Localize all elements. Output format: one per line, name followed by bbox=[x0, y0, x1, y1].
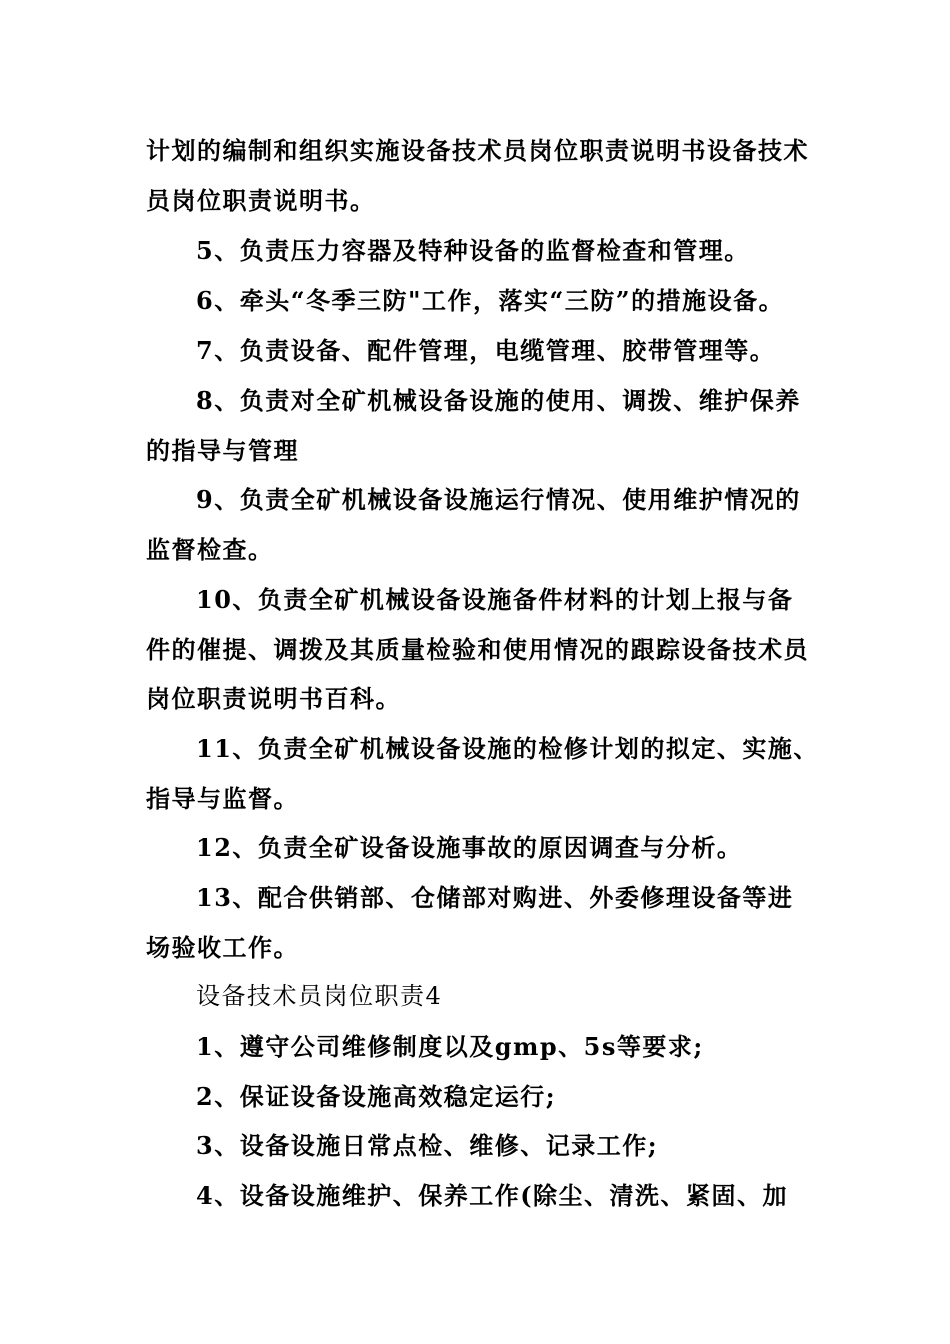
duty-item-2: 2、保证设备设施高效稳定运行; bbox=[196, 1082, 557, 1111]
duty-item-11: 11、负责全矿机械设备设施的检修计划的拟定、实施、指导与监督。 bbox=[146, 734, 819, 813]
duty-item-4: 4、设备设施维护、保养工作(除尘、清洗、紧固、加 bbox=[196, 1181, 789, 1210]
duty-item-6: 6、牵头“冬季三防"工作，落实“三防”的措施设备。 bbox=[196, 286, 785, 315]
duty-item-5: 5、负责压力容器及特种设备的监督检查和管理。 bbox=[196, 236, 750, 265]
duty-item-7: 7、负责设备、配件管理，电缆管理、胶带管理等。 bbox=[196, 336, 776, 365]
duty-item-8: 8、负责对全矿机械设备设施的使用、调拨、维护保养的指导与管理 bbox=[146, 386, 801, 465]
duty-item-10: 10、负责全矿机械设备设施备件材料的计划上报与备件的催提、调拨及其质量检验和使用情况的跟踪设备技术员岗位职责说明书百科。 bbox=[146, 585, 809, 713]
duty-item-3: 3、设备设施日常点检、维修、记录工作; bbox=[196, 1131, 659, 1160]
duty-item-13: 13、配合供销部、仓储部对购进、外委修理设备等进场验收工作。 bbox=[146, 883, 794, 962]
duty-item-1: 1、遵守公司维修制度以及gmp、5s等要求; bbox=[196, 1032, 704, 1061]
duty-item-12: 12、负责全矿设备设施事故的原因调查与分析。 bbox=[196, 833, 743, 862]
section-heading: 设备技术员岗位职责4 bbox=[196, 982, 443, 1010]
paragraph-continuation: 计划的编制和组织实施设备技术员岗位职责说明书设备技术员岗位职责说明书。 bbox=[146, 136, 809, 215]
duty-item-9: 9、负责全矿机械设备设施运行情况、使用维护情况的监督检查。 bbox=[146, 485, 801, 564]
